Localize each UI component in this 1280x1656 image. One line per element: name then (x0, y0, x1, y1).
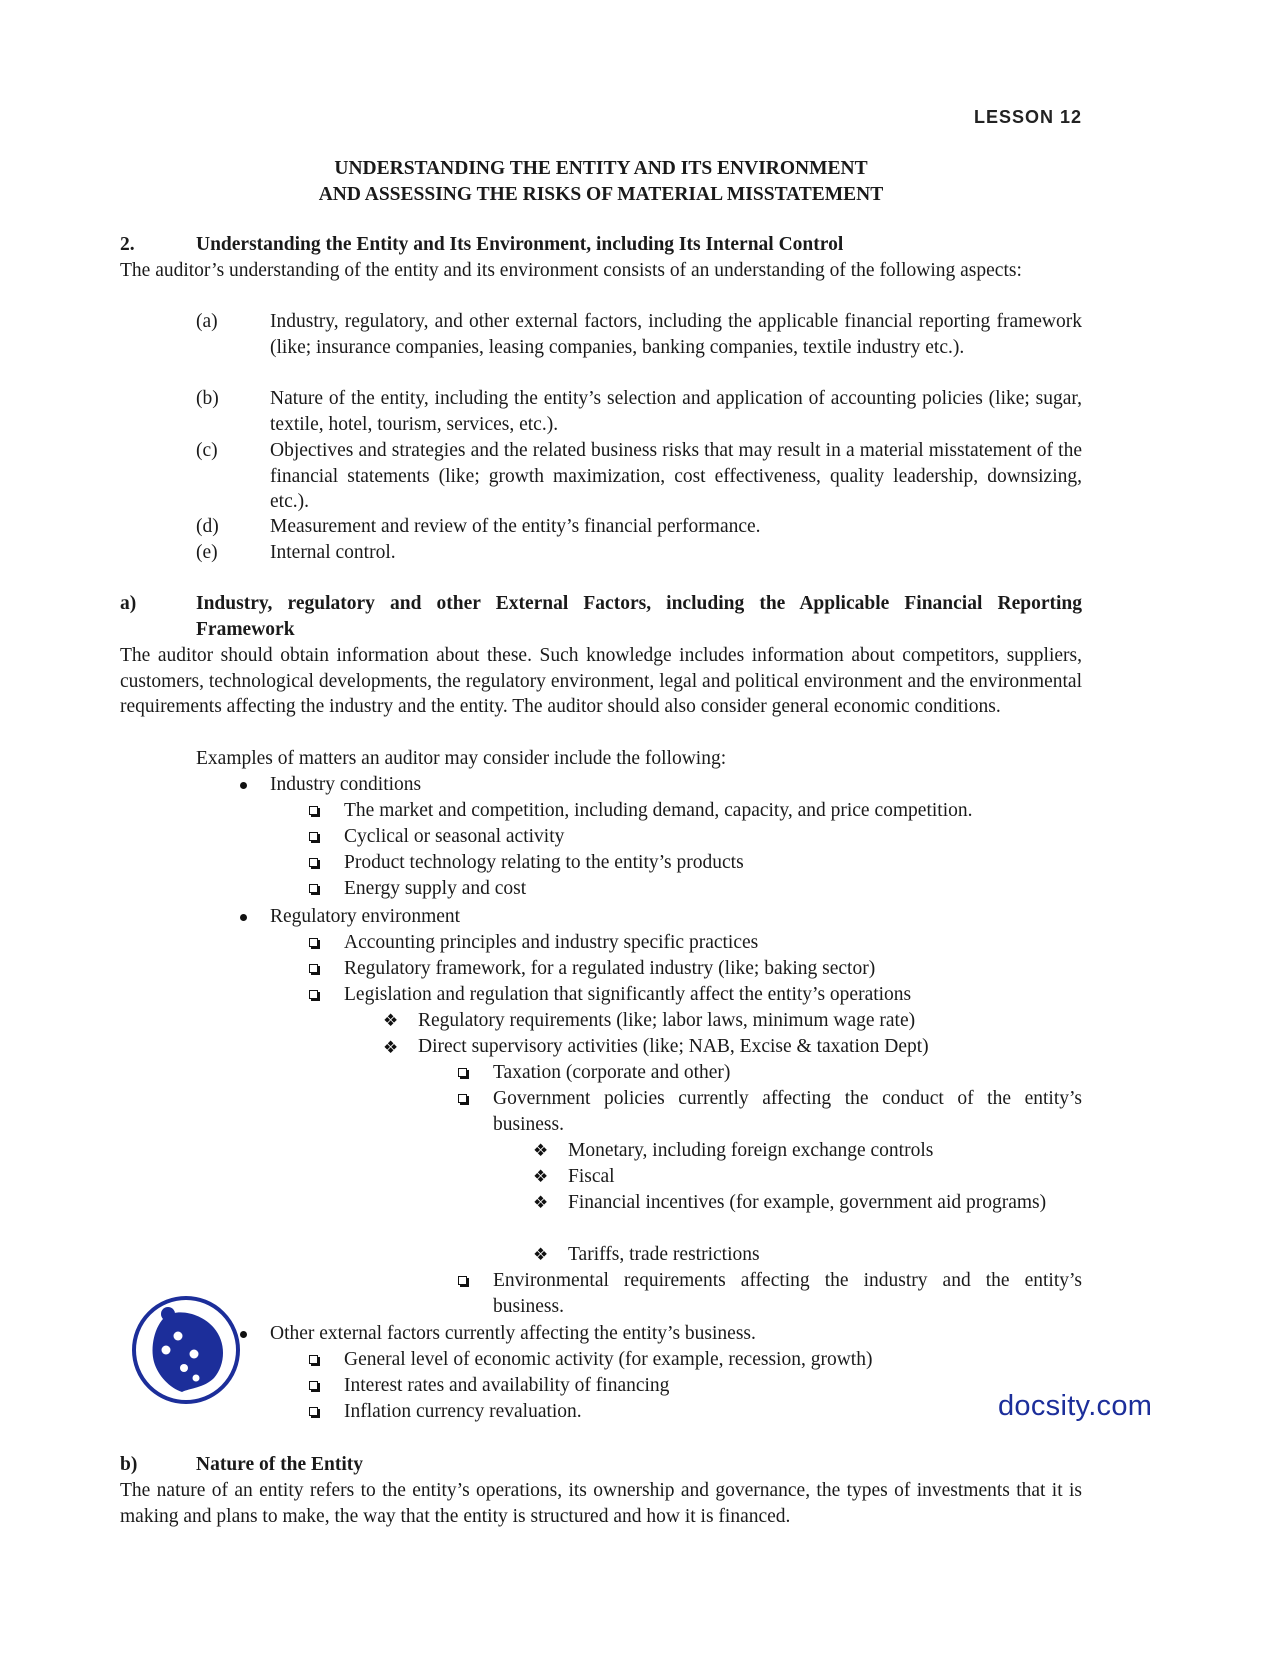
other-item-2: Interest rates and availability of financing (344, 1375, 670, 1396)
section-b-label: b) (120, 1454, 138, 1475)
industry-item-1: The market and competition, including demand, capacity, and price competition. (344, 800, 973, 821)
checkbox-bullet-icon (309, 858, 318, 867)
section-b-heading: Nature of the Entity (196, 1454, 363, 1475)
section-2-number: 2. (120, 234, 135, 255)
industry-item-2: Cyclical or seasonal activity (344, 826, 565, 847)
bullet-icon (240, 914, 247, 921)
regulatory-sub-1: Regulatory requirements (like; labor laws, minimum wage rate) (418, 1010, 916, 1031)
section-a-heading: Industry, regulatory and other External Factors, including the Applicable Financial Reporting Framework (196, 593, 1082, 640)
industry-item-3: Product technology relating to the entity’s products (344, 852, 744, 873)
industry-item-4: Energy supply and cost (344, 878, 527, 899)
other-item-1: General level of economic activity (for example, recession, growth) (344, 1349, 873, 1370)
section-b-paragraph: The nature of an entity refers to the entity’s operations, its ownership and governance, the types of investments that it is making and plans to make, the way that the entity is structured and how it is financed. (120, 1480, 1082, 1527)
bullet-icon (240, 782, 247, 789)
other-item-3: Inflation currency revaluation. (344, 1401, 582, 1422)
diamond-bullet-icon: ❖ (383, 1038, 399, 1057)
supervisory-item-2: Government policies currently affecting the conduct of the entity’s business. (493, 1088, 1082, 1135)
government-item-4: Tariffs, trade restrictions (568, 1244, 760, 1265)
diamond-bullet-icon: ❖ (533, 1245, 549, 1264)
diamond-bullet-icon: ❖ (383, 1011, 399, 1030)
docsity-logo-icon (128, 1292, 244, 1413)
section-a-paragraph: The auditor should obtain information about these. Such knowledge includes information about competitors, suppliers, customers, technological developments, the regulatory environment, legal and political environment and the environmental requirements affecting the industry and the entity. The auditor should also consider general economic conditions. (120, 645, 1082, 717)
checkbox-bullet-icon (309, 832, 318, 841)
checkbox-bullet-icon (309, 884, 318, 893)
title-line-2: AND ASSESSING THE RISKS OF MATERIAL MISSTATEMENT (318, 184, 884, 205)
checkbox-bullet-icon (309, 806, 318, 815)
aspect-text-b: Nature of the entity, including the entity’s selection and application of accounting policies (like; sugar, textile, hotel, tourism, services, etc.). (270, 388, 1082, 435)
government-item-1: Monetary, including foreign exchange controls (568, 1140, 934, 1161)
checkbox-bullet-icon (458, 1276, 467, 1285)
checkbox-bullet-icon (309, 964, 318, 973)
supervisory-item-3: Environmental requirements affecting the industry and the entity’s business. (493, 1270, 1082, 1317)
lesson-number: LESSON 12 (973, 107, 1082, 127)
section-2-intro: The auditor’s understanding of the entity and its environment consists of an understanding of the following aspects: (120, 260, 1022, 281)
checkbox-bullet-icon (309, 990, 318, 999)
government-item-2: Fiscal (568, 1166, 615, 1187)
aspect-label-b: (b) (196, 388, 219, 409)
government-item-3: Financial incentives (for example, government aid programs) (568, 1192, 1047, 1213)
aspect-label-e: (e) (196, 542, 218, 563)
diamond-bullet-icon: ❖ (533, 1141, 549, 1160)
aspect-label-a: (a) (196, 311, 218, 332)
checkbox-bullet-icon (458, 1068, 467, 1077)
diamond-bullet-icon: ❖ (533, 1193, 549, 1212)
aspect-label-c: (c) (196, 440, 218, 461)
checkbox-bullet-icon (309, 1355, 318, 1364)
regulatory-item-2: Regulatory framework, for a regulated industry (like; baking sector) (344, 958, 876, 979)
aspect-text-d: Measurement and review of the entity’s financial performance. (270, 516, 761, 537)
aspect-text-a: Industry, regulatory, and other external factors, including the applicable financial reporting framework (like; insurance companies, leasing companies, banking companies, textile industry etc.). (270, 311, 1082, 358)
docsity-brand-text[interactable]: docsity.com (998, 1390, 1153, 1422)
aspect-label-d: (d) (196, 516, 219, 537)
supervisory-item-1: Taxation (corporate and other) (493, 1062, 731, 1083)
diamond-bullet-icon: ❖ (533, 1167, 549, 1186)
aspect-text-c: Objectives and strategies and the related business risks that may result in a material misstatement of the financial statements (like; growth maximization, cost effectiveness, quality leadership, downsizing, etc.). (270, 440, 1082, 512)
examples-intro: Examples of matters an auditor may consider include the following: (196, 748, 727, 769)
regulatory-sub-2: Direct supervisory activities (like; NAB, Excise & taxation Dept) (418, 1036, 929, 1057)
regulatory-item-3: Legislation and regulation that significantly affect the entity’s operations (344, 984, 912, 1005)
regulatory-item-1: Accounting principles and industry specific practices (344, 932, 759, 953)
aspect-text-e: Internal control. (270, 542, 396, 563)
checkbox-bullet-icon (309, 1381, 318, 1390)
checkbox-bullet-icon (309, 938, 318, 947)
section-a-label: a) (120, 593, 137, 614)
industry-conditions-label: Industry conditions (270, 774, 422, 795)
section-2-heading: Understanding the Entity and Its Environment, including Its Internal Control (196, 234, 844, 255)
checkbox-bullet-icon (458, 1094, 467, 1103)
other-factors-label: Other external factors currently affecting the entity’s business. (270, 1323, 756, 1344)
regulatory-environment-label: Regulatory environment (270, 906, 461, 927)
page-title (120, 156, 1082, 208)
title-line-1: UNDERSTANDING THE ENTITY AND ITS ENVIRONMENT (334, 158, 868, 179)
checkbox-bullet-icon (309, 1407, 318, 1416)
